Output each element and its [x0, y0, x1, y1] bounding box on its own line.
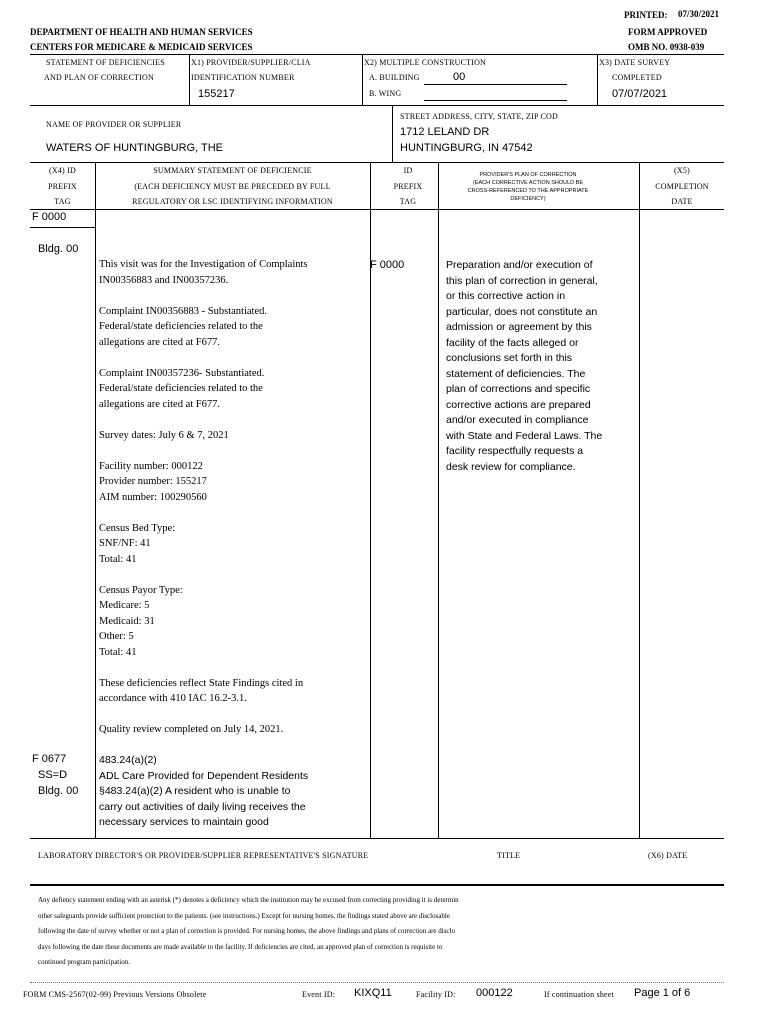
provider-name-label: NAME OF PROVIDER OR SUPPLIER: [46, 120, 182, 129]
summary-paragraph: Census Bed Type: SNF/NF: 41 Total: 41: [99, 522, 176, 565]
plan-header: PROVIDER'S PLAN OF CORRECTION: [479, 172, 577, 178]
summary-paragraph: This visit was for the Investigation of Complaints IN00356883 and IN00357236.: [99, 259, 308, 286]
continuation-label: If continuation sheet: [544, 990, 614, 999]
facility-id-value: 000122: [476, 987, 513, 999]
disclaimer-line: Any defiency statement ending with an asterisk (*) denotes a deficiency which the institution may be excused from correcting providing it is determin: [38, 896, 459, 904]
page-number: Page 1 of 6: [634, 987, 691, 999]
printed-date: 07/30/2021: [678, 9, 720, 19]
x4-tag-header: TAG: [54, 197, 71, 206]
summary-subheader: (EACH DEFICIENCY MUST BE PRECEDED BY FULL: [134, 182, 331, 191]
summary-paragraph: These deficiencies reflect State Findings cited in accordance with 410 IAC 16.2-3.1.: [99, 677, 304, 704]
plan-of-correction-label: AND PLAN OF CORRECTION: [44, 73, 154, 82]
address-line-2: HUNTINGBURG, IN 47542: [400, 142, 533, 154]
printed-label: PRINTED:: [624, 10, 668, 20]
summary-paragraph: Complaint IN00356883 - Substantiated. Federal/state deficiencies related to the allegations are cited at F677.: [99, 305, 267, 348]
street-address-label: STREET ADDRESS, CITY, STATE, ZIP COD: [400, 112, 558, 121]
plan-of-correction-text: Preparation and/or execution of this plan of correction in general, or this corrective action in particular, does not constitute an admission or agreement by this facility of the facts alleged or conclusions set forth in this statement of deficiencies. The plan of corrections and specific corrective actions are prepared and/or executed in compliance with State and Federal Laws. The facility respectfully requests a desk review for compliance.: [446, 259, 603, 473]
plan-subheader-3: DEFICIENCY): [510, 196, 546, 202]
plan-subheader-1: (EACH CORRECTIVE ACTION SHOULD BE: [472, 180, 584, 186]
provider-name-value: WATERS OF HUNTINGBURG, THE: [46, 142, 224, 154]
building-tag-1: Bldg. 00: [38, 243, 79, 255]
form-number: FORM CMS-2567(02-99) Previous Versions Obsolete: [23, 990, 207, 999]
building-label: A. BUILDING: [369, 73, 420, 82]
identification-number-label: IDENTIFICATION NUMBER: [191, 73, 295, 82]
completed-label: COMPLETED: [612, 73, 662, 82]
id-tag-f0000: F 0000: [370, 259, 405, 271]
signature-label: LABORATORY DIRECTOR'S OR PROVIDER/SUPPLIER REPRESENTATIVE'S SIGNATURE: [38, 851, 369, 860]
department-title: DEPARTMENT OF HEALTH AND HUMAN SERVICES: [30, 27, 253, 37]
disclaimer-line: continued program participation.: [38, 958, 130, 966]
id-prefix-header: PREFIX: [393, 182, 423, 191]
x4-prefix-header: PREFIX: [48, 182, 77, 191]
summary-paragraph: Census Payor Type: Medicare: 5 Medicaid: 31 Other: 5 Total: 41: [99, 584, 183, 658]
f677-description: 483.24(a)(2) ADL Care Provided for Dependent Residents §483.24(a)(2) A resident who is unable to carry out activities of daily living receives the necessary services to maintain good: [99, 754, 309, 828]
provider-id-value: 155217: [198, 88, 235, 100]
summary-header: SUMMARY STATEMENT OF DEFICIENCIE: [153, 166, 312, 175]
summary-paragraph: Facility number: 000122 Provider number: 155217 AIM number: 100290560: [99, 460, 207, 503]
summary-paragraph: Complaint IN00357236- Substantiated. Federal/state deficiencies related to the allegations are cited at F677.: [99, 367, 265, 410]
form-approved: FORM APPROVED: [628, 27, 708, 37]
tag-f0677: F 0677: [32, 753, 67, 765]
disclaimer-line: days following the date these documents are made available to the facility. If deficiencies are cited, an approved plan of correction is requisite to: [38, 942, 443, 951]
summary-paragraph: Survey dates: July 6 & 7, 2021: [99, 429, 229, 441]
date-header: DATE: [671, 197, 693, 206]
disclaimer-line: other safeguards provide sufficient protection to the patients. (see instructions.) Except for nursing homes, the findings stated above are disclosable: [38, 911, 450, 920]
facility-id-label: Facility ID:: [416, 990, 456, 999]
title-label: TITLE: [497, 851, 521, 860]
omb-number: OMB NO. 0938-039: [628, 42, 705, 52]
summary-regulatory-header: REGULATORY OR LSC IDENTIFYING INFORMATION: [132, 197, 333, 206]
completion-header: COMPLETION: [655, 182, 709, 191]
centers-title: CENTERS FOR MEDICARE & MEDICAID SERVICES: [30, 42, 253, 52]
id-header: ID: [403, 166, 413, 175]
plan-subheader-2: CROSS-REFERENCED TO THE APPROPRIATE: [467, 188, 589, 194]
provider-id-label: X1) PROVIDER/SUPPLIER/CLIA: [191, 58, 311, 67]
date-survey-value: 07/07/2021: [612, 88, 668, 100]
scope-severity: SS=D: [38, 769, 68, 781]
x5-header: (X5): [674, 166, 690, 175]
disclaimer-line: following the date of survey whether or not a plan of correction is provided. For nursing homes, the above findings and plans of correction are disclo: [38, 927, 455, 935]
building-tag-2: Bldg. 00: [38, 785, 79, 797]
disclaimer: [38, 893, 728, 971]
x6-date-label: (X6) DATE: [648, 851, 688, 860]
summary-paragraph: Quality review completed on July 14, 2021.: [99, 724, 284, 735]
address-line-1: 1712 LELAND DR: [400, 126, 490, 138]
event-id-label: Event ID:: [302, 990, 336, 999]
event-id-value: KIXQ11: [354, 987, 392, 999]
id-tag-header: TAG: [399, 197, 417, 206]
tag-f0000: F 0000: [32, 211, 67, 223]
wing-label: B. WING: [369, 89, 402, 98]
statement-label: STATEMENT OF DEFICIENCIES: [46, 58, 165, 67]
multiple-construction-label: X2) MULTIPLE CONSTRUCTION: [364, 58, 487, 67]
date-survey-label: X3) DATE SURVEY: [599, 58, 671, 67]
summary-statement: [99, 257, 367, 753]
x4-id-header: (X4) ID: [49, 166, 76, 175]
building-value: 00: [453, 71, 466, 83]
